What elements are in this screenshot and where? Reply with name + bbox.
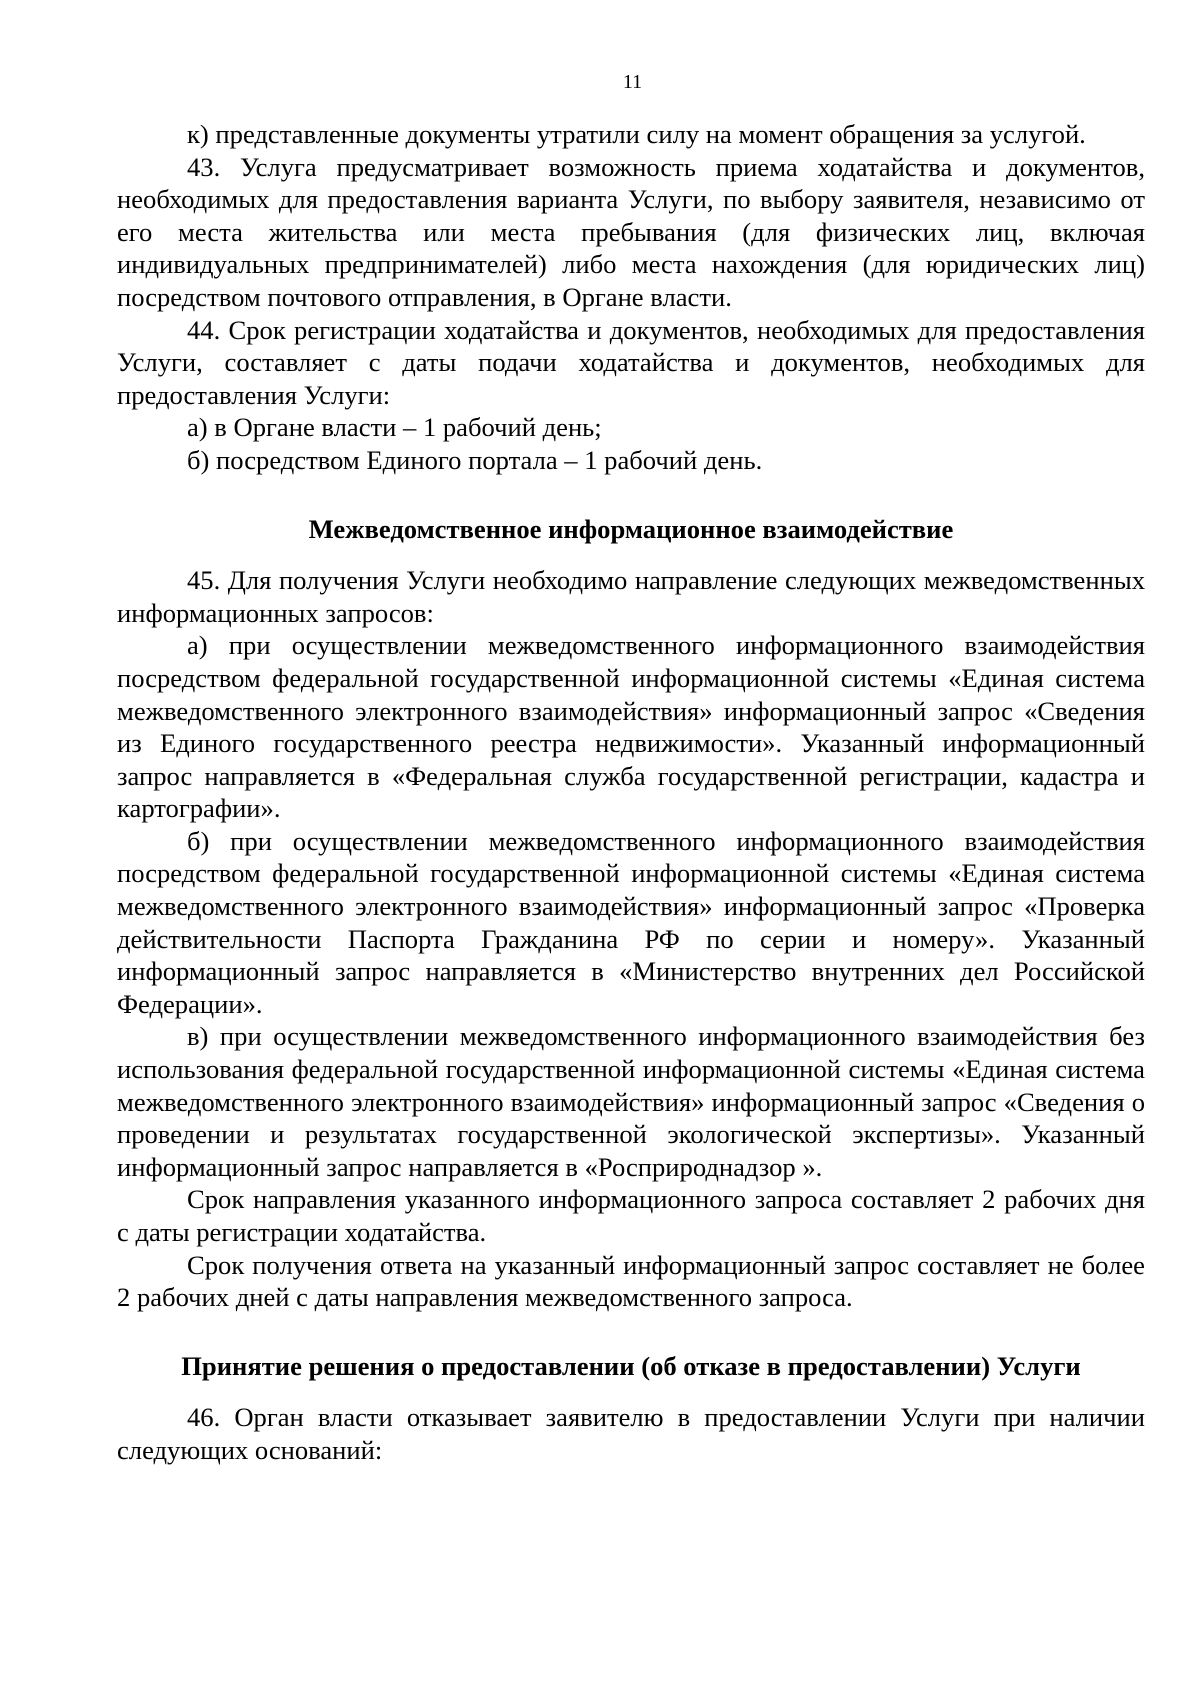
paragraph-response-deadline: Срок получения ответа на указанный информационный запрос составляет не более 2 рабочих дней с даты направления межведомственного запроса.: [117, 1249, 1145, 1313]
paragraph-item-k: к) представленные документы утратили силу на момент обращения за услугой.: [187, 119, 1086, 149]
paragraph-43: 43. Услуга предусматривает возможность приема ходатайства и документов, необходимых для предоставления варианта Услуги, по выбору заявителя, независимо от его места жительства или места пребывания (для физических лиц, включая индивидуальных предпринимателей) либо места нахождения (для юридических лиц) посредством почтового отправления, в Органе власти.: [117, 151, 1145, 312]
paragraph-request-deadline: Срок направления указанного информационного запроса составляет 2 рабочих дня с даты регистрации ходатайства.: [117, 1184, 1145, 1247]
paragraph-45-item-v: в) при осуществлении межведомственного информационного взаимодействия без использования федеральной государственной информационной системы «Единая система межведомственного электронного взаимодействия» информационный запрос «Сведения о проведении и результатах государственной экологической экспертизы». Указанный информационный запрос направляется в «Росприроднадзор ».: [117, 1021, 1145, 1182]
document-body: [117, 118, 1145, 1467]
paragraph-45-item-b: б) при осуществлении межведомственного информационного взаимодействия посредством федеральной государственной информационной системы «Единая система межведомственного электронного взаимодействия» информационный запрос «Проверка действительности Паспорта Гражданина РФ по серии и номеру». Указанный информационный запрос направляется в «Министерство внутренних дел Российской Федерации».: [117, 825, 1145, 1019]
paragraph-45-item-a: а) при осуществлении межведомственного информационного взаимодействия посредством федеральной государственной информационной системы «Единая система межведомственного электронного взаимодействия» информационный запрос «Сведения из Единого государственного реестра недвижимости». Указанный информационный запрос направляется в «Федеральная служба государственной регистрации, кадастра и картографии».: [117, 630, 1145, 824]
paragraph-44: 44. Срок регистрации ходатайства и документов, необходимых для предоставления Услуги, составляет с даты подачи ходатайства и документов, необходимых для предоставления Услуги:: [117, 314, 1145, 410]
paragraph-46: 46. Орган власти отказывает заявителю в предоставлении Услуги при наличии следующих оснований:: [117, 1402, 1145, 1465]
section-heading-decision: Принятие решения о предоставлении (об отказе в предоставлении) Услуги: [181, 1350, 1081, 1381]
paragraph-44-item-a: а) в Органе власти – 1 рабочий день;: [187, 412, 602, 443]
paragraph-45: 45. Для получения Услуги необходимо направление следующих межведомственных информационных запросов:: [117, 565, 1145, 628]
page-number: 11: [622, 71, 643, 93]
paragraph-44-item-b: б) посредством Единого портала – 1 рабочий день.: [187, 444, 763, 475]
section-heading-interagency: Межведомственное информационное взаимодействие: [308, 513, 954, 544]
